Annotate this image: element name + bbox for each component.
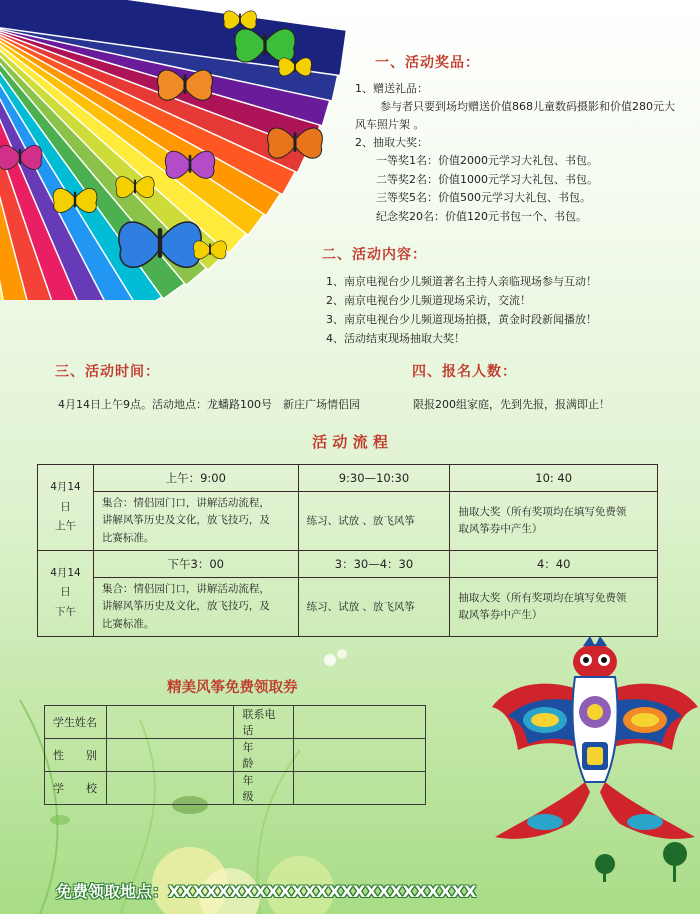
flow-time: 上午：9:00 bbox=[93, 465, 298, 492]
flow-period: 下午 bbox=[54, 606, 76, 619]
flow-date: 4月14日 bbox=[50, 566, 81, 599]
flow-date-cell bbox=[38, 465, 94, 551]
flow-cell-line: 取风筝券中产生） bbox=[458, 522, 543, 535]
coupon-input-school[interactable] bbox=[106, 772, 234, 805]
flow-cell-line: 取风筝券中产生） bbox=[458, 608, 543, 621]
flow-cell: 练习、试放 、放飞风筝 bbox=[298, 577, 450, 636]
swallow-kite-illustration bbox=[490, 632, 700, 882]
flow-time: 3：30—4：30 bbox=[298, 550, 450, 577]
coupon-title: 精美风筝免费领取券 bbox=[167, 680, 298, 696]
content-item: 1、南京电视台少儿频道著名主持人亲临现场参与互动！ bbox=[326, 275, 597, 288]
coupon-input-gender[interactable] bbox=[106, 739, 234, 772]
time-text: 4月14日上午9点。活动地点：龙蟠路100号 新庄广场情侣园 bbox=[58, 398, 360, 411]
content-title: 二、活动内容： bbox=[322, 247, 427, 263]
pickup-address: 免费领取地点：XXXXXXXXXXXXXXXXXXXXXXXXX bbox=[56, 882, 477, 901]
coupon-table bbox=[44, 705, 426, 805]
signup-title: 四、报名人数： bbox=[412, 364, 517, 380]
content-list bbox=[326, 272, 597, 348]
prize-list bbox=[376, 152, 598, 225]
table-row bbox=[38, 550, 658, 577]
coupon-label: 联系电话 bbox=[234, 706, 294, 739]
flow-time: 4：40 bbox=[450, 550, 658, 577]
coupon-input-phone[interactable] bbox=[294, 706, 426, 739]
coupon-input-student-name[interactable] bbox=[106, 706, 234, 739]
gift-line-1: 参与者只要到场均赠送价值868儿童数码摄影和价值280元大 bbox=[380, 100, 675, 113]
prizes-title: 一、活动奖品： bbox=[375, 55, 480, 71]
flow-period: 上午 bbox=[54, 520, 76, 533]
coupon-label: 性 别 bbox=[45, 739, 107, 772]
draw-heading: 2、抽取大奖： bbox=[355, 136, 428, 149]
flow-cell-line: 比赛标准。 bbox=[101, 617, 155, 630]
flow-cell bbox=[93, 492, 298, 551]
content-item: 2、南京电视台少儿频道现场采访，交流！ bbox=[326, 294, 531, 307]
table-row bbox=[38, 492, 658, 551]
flow-cell bbox=[93, 577, 298, 636]
flow-cell-line: 讲解风筝历史及文化，放飞技巧，及 bbox=[101, 514, 270, 527]
flow-date: 4月14日 bbox=[50, 480, 81, 513]
flow-cell-line: 集合：情侣园门口，讲解活动流程， bbox=[101, 497, 270, 509]
coupon-label: 学 校 bbox=[45, 772, 107, 805]
prize-item: 二等奖2名：价值1000元学习大礼包、书包。 bbox=[376, 172, 598, 186]
prize-item: 纪念奖20名：价值120元书包一个、书包。 bbox=[376, 209, 587, 223]
flow-date-cell bbox=[38, 550, 94, 636]
content-item: 4、活动结束现场抽取大奖！ bbox=[326, 332, 465, 345]
prize-item: 一等奖1名：价值2000元学习大礼包、书包。 bbox=[376, 154, 598, 167]
signup-text: 限报200组家庭，先到先报，报满即止！ bbox=[413, 398, 610, 411]
coupon-input-grade[interactable] bbox=[294, 772, 426, 805]
flow-time: 下午3：00 bbox=[93, 550, 298, 577]
content-item: 3、南京电视台少儿频道现场拍摄，黄金时段新闻播放！ bbox=[326, 313, 597, 326]
coupon-label: 学生姓名 bbox=[45, 706, 107, 739]
flow-cell-line: 集合：情侣园门口，讲解活动流程， bbox=[101, 582, 270, 595]
flow-cell-line: 抽取大奖（所有奖项均在填写免费领 bbox=[458, 505, 627, 518]
gift-heading: 1、赠送礼品： bbox=[355, 82, 428, 95]
flow-title: 活 动 流 程 bbox=[312, 433, 388, 451]
table-row bbox=[45, 706, 426, 739]
table-row bbox=[38, 577, 658, 636]
flow-cell bbox=[450, 577, 658, 636]
flow-cell-line: 抽取大奖（所有奖项均在填写免费领 bbox=[458, 591, 627, 604]
flow-table bbox=[37, 464, 658, 637]
table-row bbox=[38, 465, 658, 492]
coupon-input-age[interactable] bbox=[294, 739, 426, 772]
flow-cell-line: 比赛标准。 bbox=[101, 531, 155, 544]
coupon-label: 年 级 bbox=[234, 772, 294, 805]
flow-cell: 练习、试放 、放飞风筝 bbox=[298, 492, 450, 551]
table-row bbox=[45, 772, 426, 805]
flow-cell-line: 讲解风筝历史及文化，放飞技巧，及 bbox=[101, 600, 270, 613]
table-row bbox=[45, 739, 426, 772]
gift-line-2: 风车照片架 。 bbox=[355, 118, 425, 131]
coupon-label: 年 龄 bbox=[234, 739, 294, 772]
flow-time: 9:30—10:30 bbox=[298, 465, 450, 492]
prize-item: 三等奖5名：价值500元学习大礼包、书包。 bbox=[376, 191, 591, 205]
flow-time: 10: 40 bbox=[450, 465, 658, 492]
flow-cell bbox=[450, 492, 658, 551]
time-title: 三、活动时间： bbox=[55, 364, 160, 380]
